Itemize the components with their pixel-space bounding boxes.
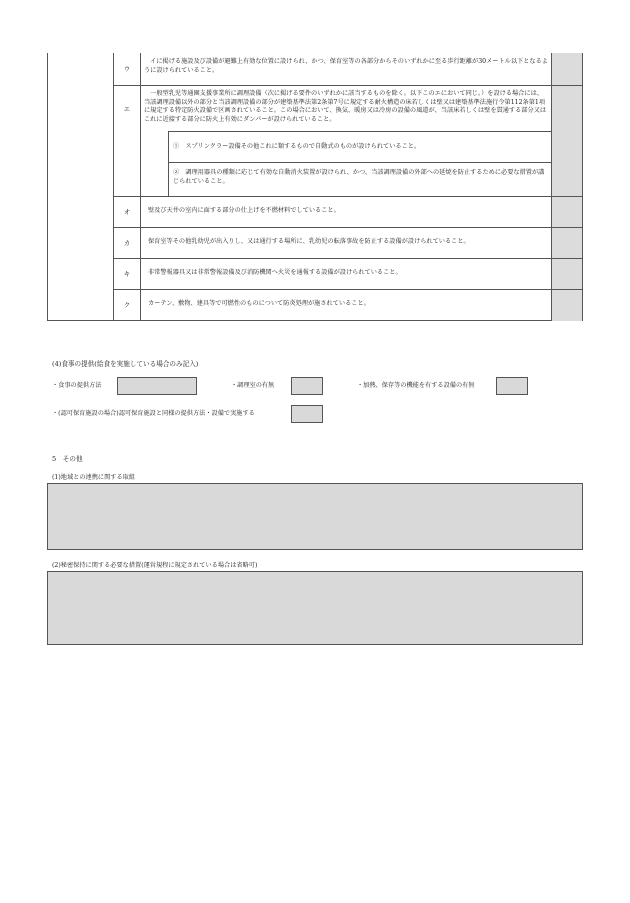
row-text: イに掲げる施設及び設備が避難上有効な位置に設けられ、かつ、保育室等の各部分からそのいずれかに至る歩行距離が30メートル以下となるように設けられていること。 xyxy=(144,58,548,74)
check-cell-u[interactable] xyxy=(552,53,582,85)
table-vline-left-col xyxy=(113,53,114,321)
kitchen-label: ・調理室の有無 xyxy=(231,382,275,389)
nursery-same-method-label: ・(認可保育施設の場合)認可保育施設と同様の提供方法・設備で実施する xyxy=(52,410,255,417)
privacy-label: (2)秘密保持に関する必要な措置(運営規程に規定されている場合は省略可) xyxy=(52,562,258,569)
check-cell-ku[interactable] xyxy=(552,290,582,321)
check-cell-ka[interactable] xyxy=(552,228,582,258)
table-hline xyxy=(113,289,583,290)
heating-equipment-field[interactable] xyxy=(496,377,528,395)
community-textarea[interactable] xyxy=(47,483,583,550)
meal-section-title: (4)食事の提供(給食を実施している場合のみ記入) xyxy=(52,360,199,368)
privacy-textarea[interactable] xyxy=(47,571,583,645)
subitem-2: ② 調理用器具の種類に応じて有効な自動消火装置が設けられ、かつ、当該調理設備の外部への延焼を防止するために必要な措置が講じられていること。 xyxy=(173,169,545,185)
row-letter: ウ xyxy=(123,65,131,73)
row-text: カーテン、敷物、建具等で可燃性のものについて防炎処理が施されていること。 xyxy=(148,300,370,307)
row-letter: オ xyxy=(123,208,131,216)
row-letter: キ xyxy=(123,270,131,278)
row-letter: エ xyxy=(123,105,131,113)
community-label: (1)地域との連携に関する取組 xyxy=(52,474,136,481)
row-text: 保育室等その他乳幼児が出入りし、又は通行する場所に、乳幼児の転落事故を防止する設備が設けられていること。 xyxy=(148,238,470,245)
table-hline xyxy=(113,196,583,197)
subitem-box-top xyxy=(168,131,551,132)
row-letter: カ xyxy=(123,239,131,247)
nursery-same-method-field[interactable] xyxy=(291,405,323,423)
check-cell-o[interactable] xyxy=(552,197,582,227)
table-hline xyxy=(113,85,583,86)
table-hline xyxy=(113,227,583,228)
meal-method-label: ・食事の提供方法 xyxy=(52,382,102,389)
meal-method-field[interactable] xyxy=(117,377,197,395)
table-vline-letter-col xyxy=(140,53,141,321)
row-letter: ク xyxy=(123,301,131,309)
row-text: 壁及び天井の室内に面する部分の仕上げを不燃材料でしていること。 xyxy=(148,207,340,214)
subitem-box-left xyxy=(168,131,169,196)
subitem-box-divider xyxy=(168,162,551,163)
row-text: 一般型乳児等通園支援事業所に調理設備（次に掲げる要件のいずれかに該当するものを除く。以下このエにおいて同じ。）を設ける場合には、当該調理設備以外の部分と当該調理設備の部分が建築基準法第2条第7号に規定する耐火構造の床若しくは壁又は建築基準法施行令第112条第1項に規定する特定防火設備で区画されていること。この場合において、換気、暖房又は冷房の設備の風道が、当該床若しくは壁を貫通する部分又はこれに近接する部分に防火上有効にダンパーが設けられていること。 xyxy=(144,90,547,123)
check-cell-ki[interactable] xyxy=(552,259,582,289)
table-hline xyxy=(113,258,583,259)
check-cell-e[interactable] xyxy=(552,86,582,196)
kitchen-field[interactable] xyxy=(291,377,323,395)
other-section-title: 5 その他 xyxy=(52,455,83,463)
subitem-1: ① スプリンクラー設備その他これに類するもので自動式のものが設けられていること。 xyxy=(173,143,421,150)
heating-equipment-label: ・加熱、保存等の機能を有する設備の有無 xyxy=(357,382,475,389)
row-text: 非常警報器具又は非常警報設備及び消防機関へ火災を通報する設備が設けられていること。 xyxy=(148,269,402,276)
